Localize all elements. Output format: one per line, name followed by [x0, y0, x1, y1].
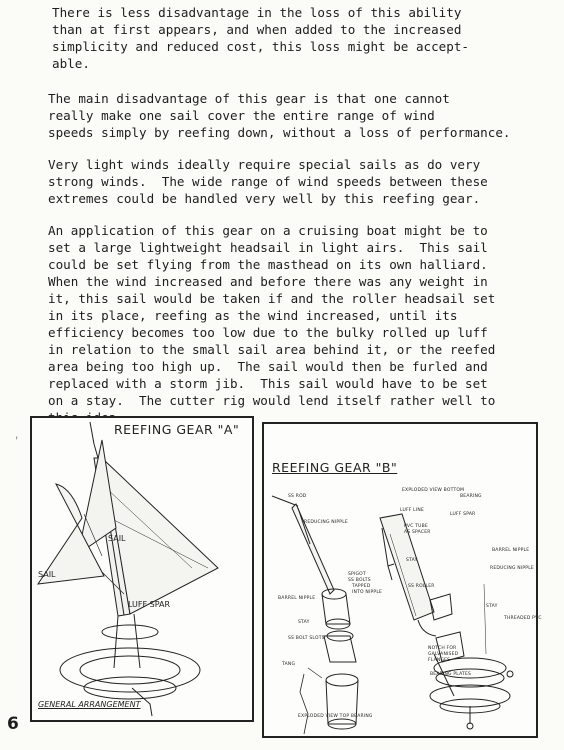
- figure-a-label-luff-spar: LUFF SPAR: [128, 600, 171, 609]
- figure-b-label-bearing: BEARING: [460, 494, 482, 499]
- figure-b-label-reducing-nipple-right: REDUCING NIPPLE: [490, 566, 534, 571]
- figure-b-label-tapped: TAPPED: [352, 584, 371, 589]
- figure-b-label-bearing-plates: BEARING PLATES: [430, 672, 472, 677]
- figure-b-label-ss-roller: SS ROLLER: [408, 584, 435, 589]
- figure-b-label-luff-spar: LUFF SPAR: [450, 512, 476, 517]
- figure-b-label-stay-mid: STAY: [298, 620, 310, 625]
- figure-a-title: REEFING GEAR "A": [114, 422, 240, 437]
- figure-a-drawing: [32, 418, 252, 720]
- figure-b-title: REEFING GEAR "B": [272, 460, 398, 475]
- figure-b-label-ss-bolt-slots: SS BOLT SLOTS: [288, 636, 325, 641]
- paragraph-2: The main disadvantage of this gear is that one cannot really make one sail cover the entire range of wind speeds simply by reefing down, without a loss of performance.: [48, 91, 511, 140]
- figure-b-label-exploded-top: EXPLODED VIEW TOP BEARING: [298, 714, 373, 719]
- margin-mark: ': [14, 436, 20, 446]
- figure-b-label-into-nipple: INTO NIPPLE: [352, 590, 383, 595]
- figure-b-label-stay-right: STAY: [486, 604, 498, 609]
- figure-b-label-ss-bolts: SS BOLTS: [348, 578, 371, 583]
- figure-a-label-sail-lower: SAIL: [38, 570, 56, 579]
- figure-b-label-flanges: FLANGES: [428, 658, 451, 663]
- figure-a-label-sail-upper: SAIL: [108, 534, 126, 543]
- paragraph-1: There is less disadvantage in the loss of this ability than at first appears, and when added to the increased simplicity and reduced cost, this loss might be accept- able.: [52, 5, 470, 71]
- figure-b-label-barrel-nipple-left: BARREL NIPPLE: [278, 596, 316, 601]
- figure-b-label-luff-line: LUFF LINE: [400, 508, 425, 513]
- figure-a-panel: [30, 416, 254, 722]
- figure-b-label-notch: NOTCH FOR: [428, 646, 457, 651]
- page-number: 6: [7, 714, 19, 734]
- paragraph-3: Very light winds ideally require special sails as do very strong winds. The wide range of wind speeds between these extremes could be handled very well by this reefing gear.: [48, 157, 488, 206]
- figure-b-label-tang: TANG: [282, 662, 296, 667]
- figure-b-label-spacer: AS SPACER: [404, 530, 431, 535]
- figure-b-label-threaded-pvc: THREADED PVC: [504, 616, 542, 621]
- figure-b-label-galvanised: GALVANISED: [428, 652, 459, 657]
- figure-b-label-pvc-tube: PVC TUBE: [404, 524, 428, 529]
- figure-b-label-stay-left: STAY: [406, 558, 418, 563]
- figure-b-label-spigot: SPIGOT: [348, 572, 366, 577]
- figure-b-label-barrel-nipple-right: BARREL NIPPLE: [492, 548, 530, 553]
- figure-b-panel: [262, 422, 542, 738]
- paragraph-4: An application of this gear on a cruising boat might be to set a large lightweight headsail in light airs. This sail could be set flying from the masthead on its own halliard. When the wind increased and before there was any weight in it, this sail would be taken if and the roller headsail set in its place, reefing as the wind increased, until its efficiency becomes too low due to the bulky rolled up luff in relation to the small sail area behind it, or the reefed area being too high up. The sail would then be furled and replaced with a storm jib. This sail would have to be set on a stay. The cutter rig would lend itself rather well to: [48, 223, 496, 408]
- figure-b-label-ss-rod: SS ROD: [288, 494, 307, 499]
- figure-b-label-exploded-bottom: EXPLODED VIEW BOTTOM: [402, 488, 465, 493]
- figure-b-label-reducing-nipple-top: REDUCING NIPPLE: [304, 520, 348, 525]
- figure-a-caption: GENERAL ARRANGEMENT: [38, 700, 141, 709]
